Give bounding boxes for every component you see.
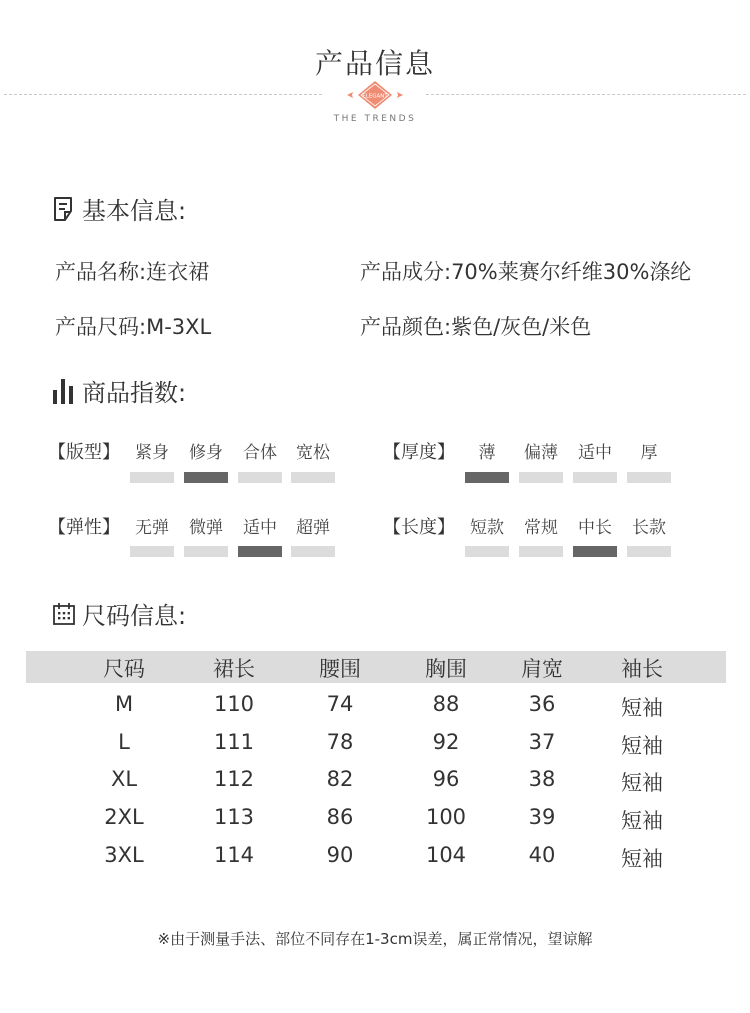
elasticity-option: 超弹 xyxy=(296,518,330,538)
elasticity-bar xyxy=(291,546,335,557)
column-header: 袖长 xyxy=(621,657,663,681)
elasticity-bar xyxy=(130,546,174,557)
thickness-option: 薄 xyxy=(478,443,496,463)
table-cell: 104 xyxy=(425,843,467,867)
thickness-option: 厚 xyxy=(640,443,658,463)
length-option: 长款 xyxy=(632,518,666,538)
table-cell: 112 xyxy=(213,767,255,791)
column-header: 肩宽 xyxy=(521,657,563,681)
table-cell: L xyxy=(118,730,130,754)
calendar-icon xyxy=(52,602,76,626)
table-cell: 96 xyxy=(432,767,460,791)
size-info-title: 尺码信息: xyxy=(82,602,187,630)
thickness-label: 【厚度】 xyxy=(383,442,455,463)
basic-info-heading xyxy=(52,191,186,226)
table-cell: 37 xyxy=(528,730,556,754)
table-cell: 74 xyxy=(326,692,354,716)
product-size-range: 产品尺码:M-3XL xyxy=(55,315,212,339)
fit-bar xyxy=(238,472,282,483)
product-colors: 产品颜色:紫色/灰色/米色 xyxy=(360,315,592,339)
table-cell: 短袖 xyxy=(621,696,663,720)
product-name: 产品名称:连衣裙 xyxy=(55,260,210,284)
fit-bar xyxy=(291,472,335,483)
table-cell: 90 xyxy=(326,843,354,867)
fit-bar xyxy=(130,472,174,483)
elasticity-option: 适中 xyxy=(243,518,277,538)
size-info-heading xyxy=(52,596,186,631)
table-cell: 113 xyxy=(213,805,255,829)
thickness-bar xyxy=(627,472,671,483)
table-cell: 100 xyxy=(425,805,467,829)
fit-option: 宽松 xyxy=(296,443,330,463)
length-option: 中长 xyxy=(578,518,612,538)
elasticity-option: 微弹 xyxy=(189,518,223,538)
bar-chart-icon xyxy=(52,377,76,405)
page-title: 产品信息 xyxy=(314,47,435,80)
table-cell: 短袖 xyxy=(621,847,663,871)
table-cell: 82 xyxy=(326,767,354,791)
index-title: 商品指数: xyxy=(82,379,187,407)
table-cell: 3XL xyxy=(104,843,144,867)
left-divider xyxy=(4,94,322,95)
table-cell: 86 xyxy=(326,805,354,829)
length-bar xyxy=(627,546,671,557)
elasticity-bar-selected xyxy=(238,546,282,557)
column-header: 裙长 xyxy=(213,657,255,681)
length-bar xyxy=(519,546,563,557)
product-composition: 产品成分:70%莱赛尔纤维30%涤纶 xyxy=(360,260,692,284)
table-cell: 38 xyxy=(528,767,556,791)
fit-option: 修身 xyxy=(189,443,223,463)
thickness-option: 适中 xyxy=(578,443,612,463)
elasticity-label: 【弹性】 xyxy=(48,517,120,538)
measurement-note: ※由于测量手法、部位不同存在1-3cm误差，属正常情况，望谅解 xyxy=(157,930,593,948)
column-header: 尺码 xyxy=(103,657,145,681)
fit-bar-selected xyxy=(184,472,228,483)
tagline: THE TRENDS xyxy=(333,114,417,124)
table-cell: XL xyxy=(110,767,138,791)
table-cell: M xyxy=(114,692,134,716)
table-cell: 36 xyxy=(528,692,556,716)
right-divider xyxy=(426,94,746,95)
table-cell: 88 xyxy=(432,692,460,716)
table-cell: 短袖 xyxy=(621,771,663,795)
table-cell: 111 xyxy=(213,730,255,754)
elasticity-bar xyxy=(184,546,228,557)
table-cell: 短袖 xyxy=(621,809,663,833)
table-cell: 114 xyxy=(213,843,255,867)
table-cell: 短袖 xyxy=(621,734,663,758)
table-cell: 78 xyxy=(326,730,354,754)
column-header: 腰围 xyxy=(319,657,361,681)
index-heading xyxy=(52,373,186,408)
fit-option: 紧身 xyxy=(135,443,169,463)
basic-info-title: 基本信息: xyxy=(82,197,187,225)
thickness-bar xyxy=(519,472,563,483)
elegant-emblem xyxy=(345,78,405,112)
length-option: 常规 xyxy=(524,518,558,538)
thickness-bar-selected xyxy=(465,472,509,483)
thickness-bar xyxy=(573,472,617,483)
length-bar-selected xyxy=(573,546,617,557)
table-cell: 92 xyxy=(432,730,460,754)
column-header: 胸围 xyxy=(425,657,467,681)
document-icon xyxy=(52,196,76,222)
length-label: 【长度】 xyxy=(383,517,455,538)
table-cell: 110 xyxy=(213,692,255,716)
thickness-option: 偏薄 xyxy=(524,443,558,463)
emblem-text: ELEGANT xyxy=(362,93,388,100)
fit-label: 【版型】 xyxy=(48,442,120,463)
table-cell: 39 xyxy=(528,805,556,829)
length-option: 短款 xyxy=(470,518,504,538)
elasticity-option: 无弹 xyxy=(135,518,169,538)
length-bar xyxy=(465,546,509,557)
table-cell: 2XL xyxy=(104,805,144,829)
table-cell: 40 xyxy=(528,843,556,867)
fit-option: 合体 xyxy=(243,443,277,463)
